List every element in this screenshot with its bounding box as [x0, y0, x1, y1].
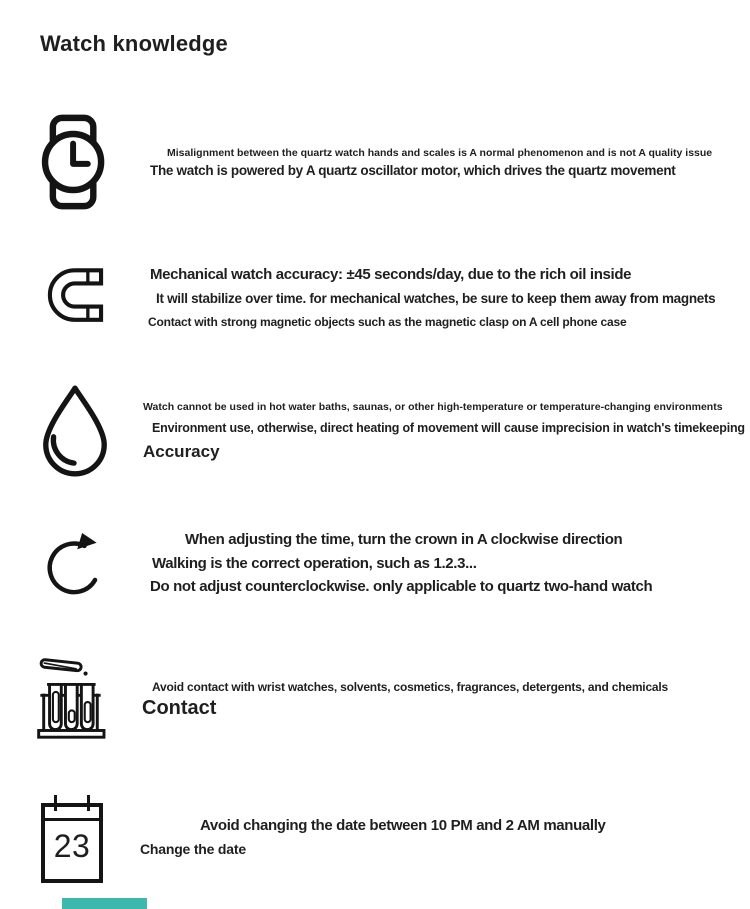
calendar-date: 23: [53, 828, 91, 864]
magnet-icon: [40, 263, 106, 327]
section-chemicals-line: Avoid contact with wrist watches, solvents, cosmetics, fragrances, detergents, and chemicals: [152, 680, 668, 694]
section-magnet-line: Contact with strong magnetic objects such as the magnetic clasp on A cell phone case: [148, 315, 627, 329]
teal-accent-bar: [62, 898, 147, 909]
section-heat-heading: Accuracy: [143, 442, 220, 461]
page-title: Watch knowledge: [40, 31, 228, 56]
section-quartz-line: Misalignment between the quartz watch hands and scales is A normal phenomenon and is not A quality issue: [167, 147, 713, 159]
section-date-line: Avoid changing the date between 10 PM and 2 AM manually: [200, 817, 606, 834]
section-magnet-line: It will stabilize over time. for mechanical watches, be sure to keep them away from magnets: [156, 291, 716, 306]
section-date-line: Change the date: [140, 841, 246, 857]
calendar-ring: [87, 795, 90, 811]
test-tubes-icon: [37, 648, 109, 746]
clockwise-arrow-icon: [40, 525, 108, 609]
section-heat-line: Watch cannot be used in hot water baths, saunas, or other high-temperature or temperature-changing environments: [143, 401, 723, 413]
section-magnet-line: Mechanical watch accuracy: ±45 seconds/day, due to the rich oil inside: [150, 266, 632, 283]
wristwatch-icon: [40, 111, 108, 213]
section-crown-line: Do not adjust counterclockwise. only applicable to quartz two-hand watch: [150, 578, 653, 595]
calendar-ring: [54, 795, 57, 811]
section-crown-line: Walking is the correct operation, such as 1.2.3...: [152, 555, 477, 572]
section-crown-line: When adjusting the time, turn the crown in A clockwise direction: [185, 531, 623, 548]
section-chemicals-heading: Contact: [142, 697, 217, 719]
calendar-icon: [41, 803, 103, 883]
section-quartz-line: The watch is powered by A quartz oscillator motor, which drives the quartz movement: [150, 163, 676, 178]
water-drop-icon: [38, 382, 112, 478]
section-heat-line: Environment use, otherwise, direct heating of movement will cause imprecision in watch's timekeeping: [152, 421, 745, 435]
